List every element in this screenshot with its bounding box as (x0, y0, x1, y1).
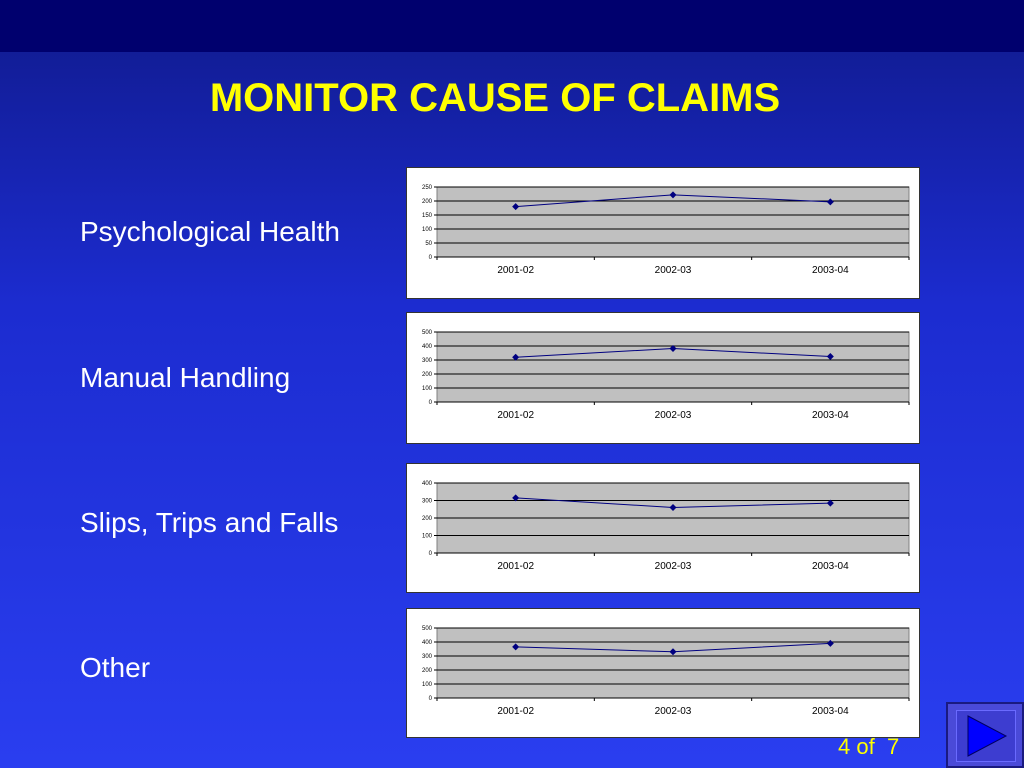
row-label-other: Other (80, 652, 151, 683)
page-indicator (838, 734, 899, 760)
y-tick-label: 300 (421, 654, 432, 660)
top-bar (0, 0, 1024, 52)
line-chart (407, 168, 919, 298)
y-tick-label: 0 (428, 551, 432, 557)
page-title: MONITOR CAUSE OF CLAIMS (209, 76, 781, 120)
y-tick-label: 500 (421, 626, 432, 632)
x-category-label: 2003-04 (811, 265, 849, 276)
y-tick-label: 300 (421, 358, 432, 364)
line-chart (407, 464, 919, 592)
x-category-label: 2001-02 (497, 706, 535, 717)
next-slide-button[interactable] (946, 702, 1024, 768)
y-tick-label: 300 (421, 498, 432, 505)
x-category-label: 2001-02 (497, 561, 535, 572)
y-tick-label: 50 (425, 241, 432, 247)
play-next-icon (957, 711, 1015, 761)
chart-panel-psychological-health (406, 167, 920, 299)
y-tick-label: 200 (421, 372, 432, 378)
chart-panel-slips-trips-falls (406, 463, 920, 593)
x-category-label: 2003-04 (811, 561, 849, 572)
line-chart (407, 609, 919, 737)
y-tick-label: 250 (421, 185, 432, 191)
plot-area (437, 628, 909, 698)
page-of: of (856, 734, 875, 759)
y-tick-label: 100 (421, 386, 432, 392)
y-tick-label: 150 (421, 213, 432, 219)
y-tick-label: 100 (421, 533, 432, 540)
y-tick-label: 100 (421, 682, 432, 688)
y-tick-label: 500 (421, 330, 432, 336)
line-chart (407, 313, 919, 443)
y-tick-label: 0 (428, 400, 432, 406)
y-tick-label: 0 (428, 696, 432, 702)
y-tick-label: 200 (421, 668, 432, 674)
y-tick-label: 100 (421, 227, 432, 233)
y-tick-label: 400 (421, 344, 432, 350)
row-label-psychological-health: Psychological Health (80, 216, 340, 247)
x-category-label: 2002-03 (654, 410, 692, 421)
x-category-label: 2003-04 (811, 410, 849, 421)
chart-panel-manual-handling (406, 312, 920, 444)
row-label-manual-handling: Manual Handling (80, 362, 291, 393)
y-tick-label: 0 (428, 255, 432, 261)
y-tick-label: 200 (421, 516, 432, 522)
x-category-label: 2002-03 (654, 561, 692, 572)
next-slide-button-face (956, 710, 1016, 762)
page-total: 7 (886, 734, 900, 759)
page-current: 4 (838, 734, 851, 759)
y-tick-label: 200 (421, 199, 432, 205)
row-label-slips-trips-falls: Slips, Trips and Falls (80, 507, 339, 538)
x-category-label: 2001-02 (497, 410, 535, 421)
x-category-label: 2002-03 (654, 706, 692, 717)
plot-area (437, 332, 909, 402)
y-tick-label: 400 (421, 481, 432, 487)
y-tick-label: 400 (421, 640, 432, 646)
x-category-label: 2002-03 (654, 265, 692, 276)
x-category-label: 2003-04 (811, 706, 849, 717)
x-category-label: 2001-02 (497, 265, 535, 276)
chart-panel-other (406, 608, 920, 738)
